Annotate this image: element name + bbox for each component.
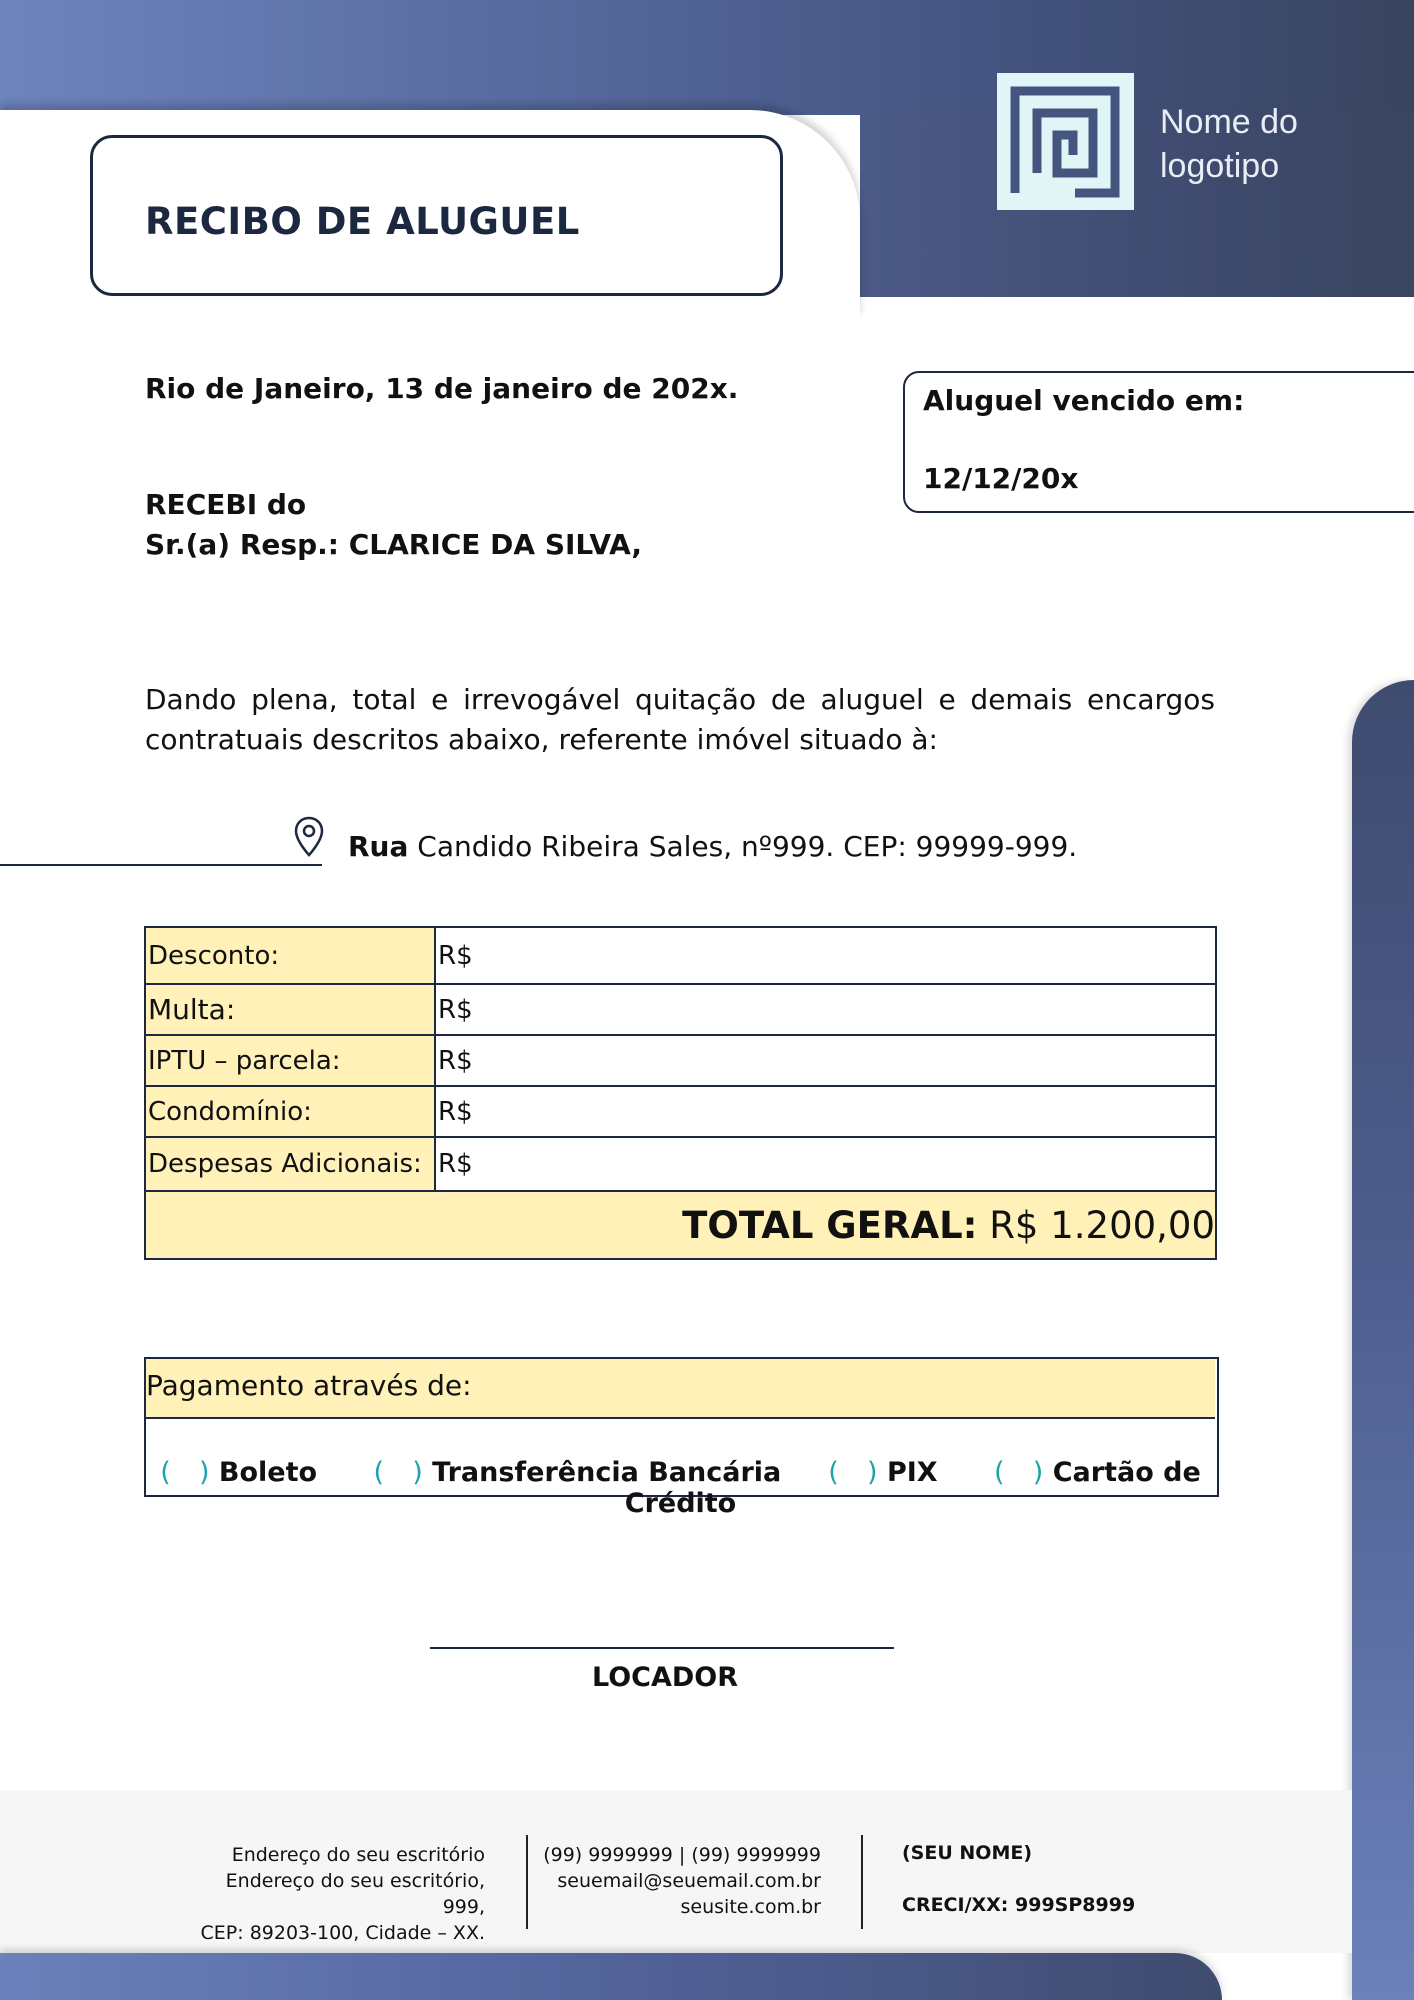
logo-icon (997, 73, 1134, 210)
footer-creci: CRECI/XX: 999SP8999 (902, 1894, 1136, 1916)
payment-option-pix[interactable]: ( ) PIX (828, 1457, 938, 1488)
payment-title: Pagamento através de: (146, 1369, 472, 1402)
table-row (145, 1086, 1216, 1137)
signature-label: LOCADOR (591, 1662, 739, 1693)
address-rest: Candido Ribeira Sales, nº999. CEP: 99999-999. (408, 830, 1078, 863)
payment-option-credit-card[interactable]: ( ) Cartão de Crédito (624, 1457, 1201, 1519)
logo-text (1160, 100, 1298, 188)
header-band (0, 0, 1414, 115)
table-row (145, 1035, 1216, 1086)
footer-address-line: CEP: 89203-100, Cidade – XX. (200, 1922, 485, 1944)
footer-divider (861, 1835, 863, 1929)
location-pin-icon (294, 816, 324, 862)
tenant-name: Sr.(a) Resp.: CLARICE DA SILVA, (145, 528, 642, 561)
bottom-band (0, 1953, 1222, 2000)
fee-value: R$ (435, 984, 1216, 1035)
payment-option-transfer[interactable]: ( ) Transferência Bancária (373, 1457, 782, 1488)
due-date-value: 12/12/20x (923, 462, 1079, 495)
fees-table (144, 926, 1217, 1260)
signature-line (430, 1647, 894, 1649)
page-title: RECIBO DE ALUGUEL (145, 200, 580, 243)
fee-value: R$ (435, 1137, 1216, 1191)
footer-name: (SEU NOME) (902, 1842, 1033, 1864)
footer-address-line: Endereço do seu escritório (231, 1844, 485, 1866)
header-right-block (860, 110, 1414, 297)
due-date-label: Aluguel vencido em: (923, 384, 1245, 417)
address-street-word: Rua (348, 830, 409, 863)
footer-phone: (99) 9999999 | (99) 9999999 (543, 1844, 821, 1866)
footer-address-line: Endereço do seu escritório, 999, (225, 1870, 485, 1918)
fee-value: R$ (435, 1086, 1216, 1137)
fee-label: Condomínio: (145, 1086, 435, 1137)
property-address (348, 830, 1077, 863)
right-decorative-bar (1352, 680, 1414, 2000)
receipt-paragraph: Dando plena, total e irrevogável quitação de aluguel e demais encargos contratuais descritos abaixo, referente imóvel situado à: (145, 683, 1215, 756)
fee-label: Desconto: (145, 927, 435, 984)
footer-address (180, 1842, 485, 1946)
table-row (145, 1137, 1216, 1191)
total-cell (145, 1191, 1216, 1259)
date-line: Rio de Janeiro, 13 de janeiro de 202x. (145, 372, 739, 405)
footer-website[interactable]: seusite.com.br (680, 1896, 821, 1918)
payment-option-boleto[interactable]: ( ) Boleto (160, 1457, 318, 1488)
address-underline (0, 864, 322, 866)
fee-label: Despesas Adicionais: (145, 1137, 435, 1191)
fee-value: R$ (435, 1035, 1216, 1086)
fee-label: IPTU – parcela: (145, 1035, 435, 1086)
footer-email[interactable]: seuemail@seuemail.com.br (557, 1870, 821, 1892)
fee-value: R$ (435, 927, 1216, 984)
table-row (145, 927, 1216, 984)
total-row (145, 1191, 1216, 1259)
payment-options (146, 1457, 1215, 1519)
footer-contact (540, 1842, 821, 1920)
received-from-line: RECEBI do (145, 488, 307, 521)
total-value: R$ 1.200,00 (977, 1203, 1215, 1247)
table-row (145, 984, 1216, 1035)
logo-line-1: Nome do (1160, 103, 1298, 141)
footer-divider (526, 1835, 528, 1929)
fee-label: Multa: (145, 984, 435, 1035)
total-label: TOTAL GERAL: (682, 1203, 978, 1247)
logo-line-2: logotipo (1160, 147, 1280, 185)
